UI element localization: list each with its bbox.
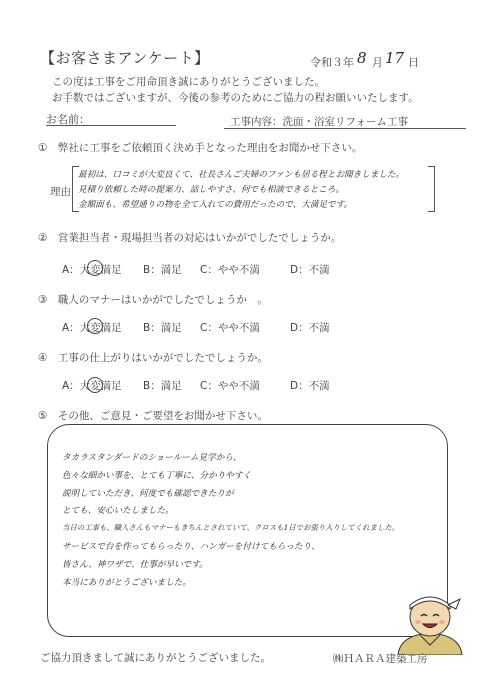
q2-option-a: A：大変満足 [62, 264, 122, 276]
reason-bracket-right [428, 166, 435, 212]
q2-selected-mark [87, 260, 103, 276]
reason-answer-line-2: 見積り依頼した時の提案力、話しやすさ、何でも相談できるところ。 [78, 185, 345, 195]
footer-thanks: ご協力頂きまして誠にありがとうございました。 [40, 652, 271, 664]
question-1: ① 弊社に工事をご依頼頂く決め手となった理由をお聞かせ下さい。 [38, 142, 363, 154]
comment-line-6: サービスで台を作ってもらったり、ハンガーを付けてもらったり、 [62, 542, 320, 552]
q3-option-a: A：大変満足 [62, 322, 122, 334]
comment-line-4: とても、安心いたしました。 [62, 506, 174, 516]
date-month-value: 8 [357, 49, 367, 67]
q3-selected-mark [87, 318, 103, 334]
q2-option-c: C：やや不満 [200, 264, 260, 276]
q4-option-b: B：満足 [143, 380, 182, 392]
name-label: お名前： [46, 113, 90, 126]
comment-line-7: 皆さん、神ワザで、仕事が早いです。 [62, 560, 208, 570]
question-4: ④ 工事の仕上がりはいかがでしたでしょうか。 [38, 352, 268, 364]
work-content-underline [224, 128, 466, 129]
question-2: ② 営業担当者・現場担当者の対応はいかがでしたでしょうか。 [38, 232, 342, 244]
q4-option-c: C：やや不満 [200, 380, 260, 392]
intro-line-2: お手数ではございますが、今後の参考のためにご協力の程お願いいたします。 [52, 92, 419, 104]
name-underline [46, 125, 176, 126]
survey-title: 【お客さまアンケート】 [40, 49, 210, 67]
mascot-carpenter-icon [390, 585, 470, 655]
question-3: ③ 職人のマナーはいかがでしたでしょうか 。 [38, 294, 268, 306]
date-day-value: 17 [385, 49, 405, 67]
company-name: ㈱ＨＡＲＡ建築工房 [333, 653, 428, 665]
q4-selected-mark [87, 377, 103, 393]
comment-line-1: タカラスタンダードのショールーム見学から、 [62, 453, 242, 463]
intro-line-1: この度は工事をご用命頂き誠にありがとうございました。 [52, 76, 325, 88]
q2-option-d: D：不満 [290, 264, 330, 276]
reason-label: 理由 [50, 186, 71, 198]
q4-option-d: D：不満 [290, 380, 330, 392]
comment-line-2: 色々な細かい事を、とても丁寧に、分かりやすく [62, 471, 252, 481]
date-day-unit: 日 [408, 56, 419, 69]
q4-option-a: A：大変満足 [62, 380, 122, 392]
q3-option-b: B：満足 [143, 322, 182, 334]
q3-option-c: C：やや不満 [200, 322, 260, 334]
comment-line-5: 当日の工事も、職人さんもマナーもきちんとされていて、クロスも1日でお張り入りしてくれました。 [62, 523, 400, 532]
question-5: ⑤ その他、ご意見・ご要望をお聞かせ下さい。 [38, 410, 268, 422]
comment-line-8: 本当にありがとうございました。 [62, 578, 191, 588]
reason-answer-line-1: 最初は、口コミが大変良くて、社長さんご夫婦のファンも居る程とお聞きしました。 [78, 170, 405, 180]
comment-line-3: 説明していただき、何度でも確認できたりが [62, 489, 234, 499]
date-era: 令和３年 [310, 56, 354, 69]
q2-option-b: B：満足 [143, 264, 182, 276]
work-content-label: 工事内容：洗面・浴室リフォーム工事 [230, 116, 408, 128]
reason-answer-line-3: 金額面も、希望通りの物を全て入れての費用だったので、大満足です。 [78, 200, 353, 210]
q3-option-d: D：不満 [290, 322, 330, 334]
date-month-unit: 月 [372, 56, 383, 69]
